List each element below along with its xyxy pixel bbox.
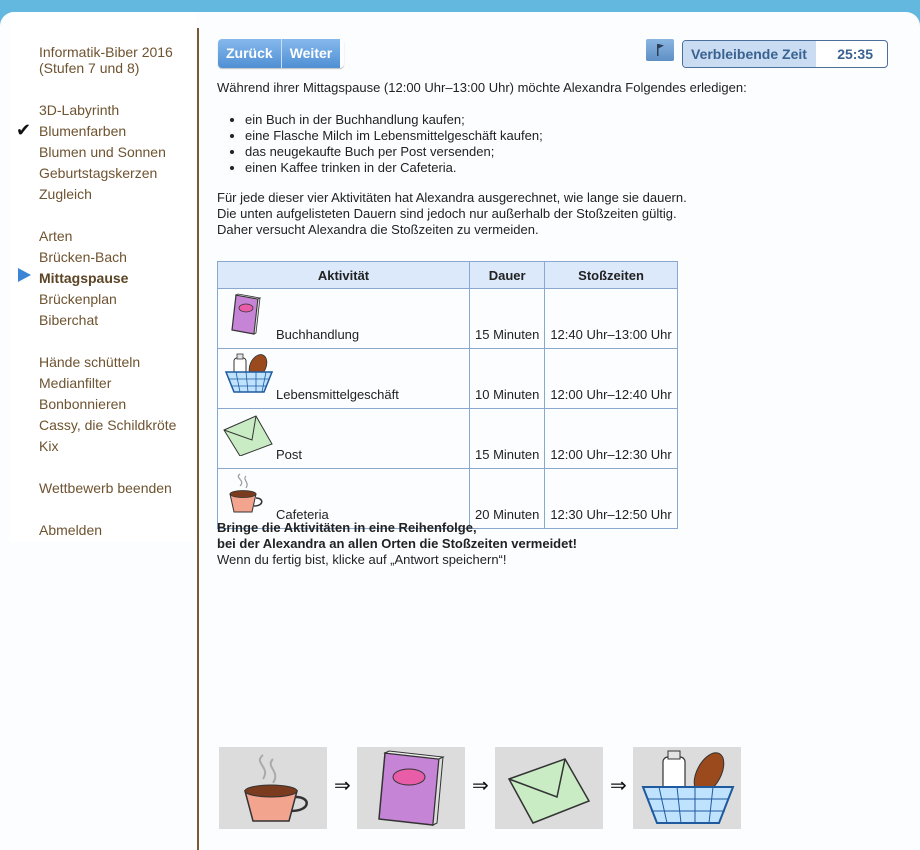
basket-icon bbox=[633, 747, 741, 829]
remaining-time bbox=[682, 40, 888, 68]
current-task-arrow-icon bbox=[18, 268, 31, 282]
task-info: Für jede dieser vier Aktivitäten hat Alexandra ausgerechnet, wie lange sie dauern. Die unten aufgelisteten Dauern sind jedoch nur außerhalb der Stoßzeiten gültig. Daher versucht Alexandra die Stoßzeiten zu vermeiden. bbox=[217, 190, 687, 237]
task-list bbox=[217, 112, 897, 176]
sequence-arrow-icon: ⇒ bbox=[610, 775, 627, 797]
sequence-tile-4[interactable] bbox=[633, 747, 741, 829]
sequence-tile-1[interactable] bbox=[219, 747, 327, 829]
sidebar-item-biberchat[interactable]: Biberchat bbox=[39, 312, 99, 328]
sequence-arrow-icon: ⇒ bbox=[472, 775, 489, 797]
envelope-icon bbox=[495, 747, 603, 829]
peak-time-cell: 12:00 Uhr–12:40 Uhr bbox=[545, 349, 677, 409]
book-icon bbox=[357, 747, 465, 829]
sidebar-item-geburtstagskerzen[interactable]: Geburtstagskerzen bbox=[39, 165, 158, 181]
sidebar-item-medianfilter[interactable]: Medianfilter bbox=[39, 375, 112, 391]
task-intro: Während ihrer Mittagspause (12:00 Uhr–13:00 Uhr) möchte Alexandra Folgendes erledigen: bbox=[217, 80, 747, 95]
activity-name: Lebensmittelgeschäft bbox=[276, 387, 399, 402]
coffee-cup-icon bbox=[222, 472, 268, 516]
timer-label: Verbleibende Zeit bbox=[691, 46, 807, 62]
sidebar-divider bbox=[197, 28, 199, 850]
logout-link[interactable]: Abmelden bbox=[39, 522, 103, 538]
sequence-tile-3[interactable] bbox=[495, 747, 603, 829]
coffee-cup-icon bbox=[219, 747, 327, 829]
list-item: • ein Buch in der Buchhandlung kaufen; bbox=[245, 112, 897, 128]
duration-cell: 20 Minuten bbox=[470, 469, 545, 529]
end-contest-link[interactable]: Wettbewerb beenden bbox=[39, 480, 172, 496]
duration-cell: 15 Minuten bbox=[470, 409, 545, 469]
activity-name: Cafeteria bbox=[276, 507, 329, 522]
peak-time-cell: 12:00 Uhr–12:30 Uhr bbox=[545, 409, 677, 469]
question-line: bei der Alexandra an allen Orten die Stoßzeiten vermeidet! bbox=[217, 536, 578, 551]
activity-cell bbox=[218, 409, 470, 469]
sidebar-item-haende-schuetteln[interactable]: Hände schütteln bbox=[39, 354, 141, 370]
table-header-row bbox=[218, 262, 678, 289]
page-frame bbox=[0, 12, 920, 850]
list-item: • einen Kaffee trinken in der Cafeteria. bbox=[245, 160, 897, 176]
activity-name: Post bbox=[276, 447, 303, 462]
envelope-icon bbox=[222, 412, 276, 456]
sidebar-item-blumen-und-sonnen[interactable]: Blumen und Sonnen bbox=[39, 144, 166, 160]
activity-cell bbox=[218, 349, 470, 409]
activity-table bbox=[217, 261, 678, 529]
activity-name: Buchhandlung bbox=[276, 327, 360, 342]
sidebar-item-blumenfarben[interactable]: Blumenfarben bbox=[39, 123, 127, 139]
question bbox=[217, 520, 817, 568]
list-item: • eine Flasche Milch im Lebensmittelgeschäft kaufen; bbox=[245, 128, 897, 144]
sequence-arrow-icon: ⇒ bbox=[334, 775, 351, 797]
table-row bbox=[218, 349, 678, 409]
sequence-tile-2[interactable] bbox=[357, 747, 465, 829]
next-button[interactable]: Weiter bbox=[282, 39, 341, 68]
back-button[interactable]: Zurück bbox=[218, 39, 281, 68]
sidebar-item-3d-labyrinth[interactable]: 3D-Labyrinth bbox=[39, 102, 120, 118]
task-navigation bbox=[218, 39, 344, 68]
duration-cell: 15 Minuten bbox=[470, 289, 545, 349]
sidebar-item-kix[interactable]: Kix bbox=[39, 438, 59, 454]
sidebar-item-mittagspause[interactable]: Mittagspause bbox=[39, 270, 129, 286]
peak-time-cell: 12:30 Uhr–12:50 Uhr bbox=[545, 469, 677, 529]
peak-time-cell: 12:40 Uhr–13:00 Uhr bbox=[545, 289, 677, 349]
activity-cell bbox=[218, 289, 470, 349]
duration-cell: 10 Minuten bbox=[470, 349, 545, 409]
sidebar-item-brueckenplan[interactable]: Brückenplan bbox=[39, 291, 117, 307]
table-row bbox=[218, 289, 678, 349]
contest-title: Informatik-Biber 2016 (Stufen 7 und 8) bbox=[39, 44, 173, 76]
table-row bbox=[218, 409, 678, 469]
sidebar-item-arten[interactable]: Arten bbox=[39, 228, 73, 244]
save-hint: Wenn du fertig bist, klicke auf „Antwort speichern“! bbox=[217, 552, 507, 567]
flag-button[interactable] bbox=[646, 39, 674, 61]
sidebar-item-zugleich[interactable]: Zugleich bbox=[39, 186, 92, 202]
question-line: Bringe die Aktivitäten in eine Reihenfolge, bbox=[217, 520, 477, 535]
book-icon bbox=[222, 292, 268, 336]
sidebar-item-bonbonnieren[interactable]: Bonbonnieren bbox=[39, 396, 127, 412]
basket-icon bbox=[222, 352, 276, 396]
task-description bbox=[217, 80, 897, 238]
column-header-activity: Aktivität bbox=[218, 262, 470, 289]
sidebar-item-cassy[interactable]: Cassy, die Schildkröte bbox=[39, 417, 177, 433]
column-header-duration: Dauer bbox=[470, 262, 545, 289]
flag-icon bbox=[646, 39, 674, 61]
sidebar bbox=[10, 12, 196, 542]
column-header-peak: Stoßzeiten bbox=[545, 262, 677, 289]
timer-value: 25:35 bbox=[837, 46, 873, 62]
solved-check-icon: ✔ bbox=[16, 120, 32, 140]
sidebar-item-bruecken-bach[interactable]: Brücken-Bach bbox=[39, 249, 127, 265]
list-item: • das neugekaufte Buch per Post versenden; bbox=[245, 144, 897, 160]
